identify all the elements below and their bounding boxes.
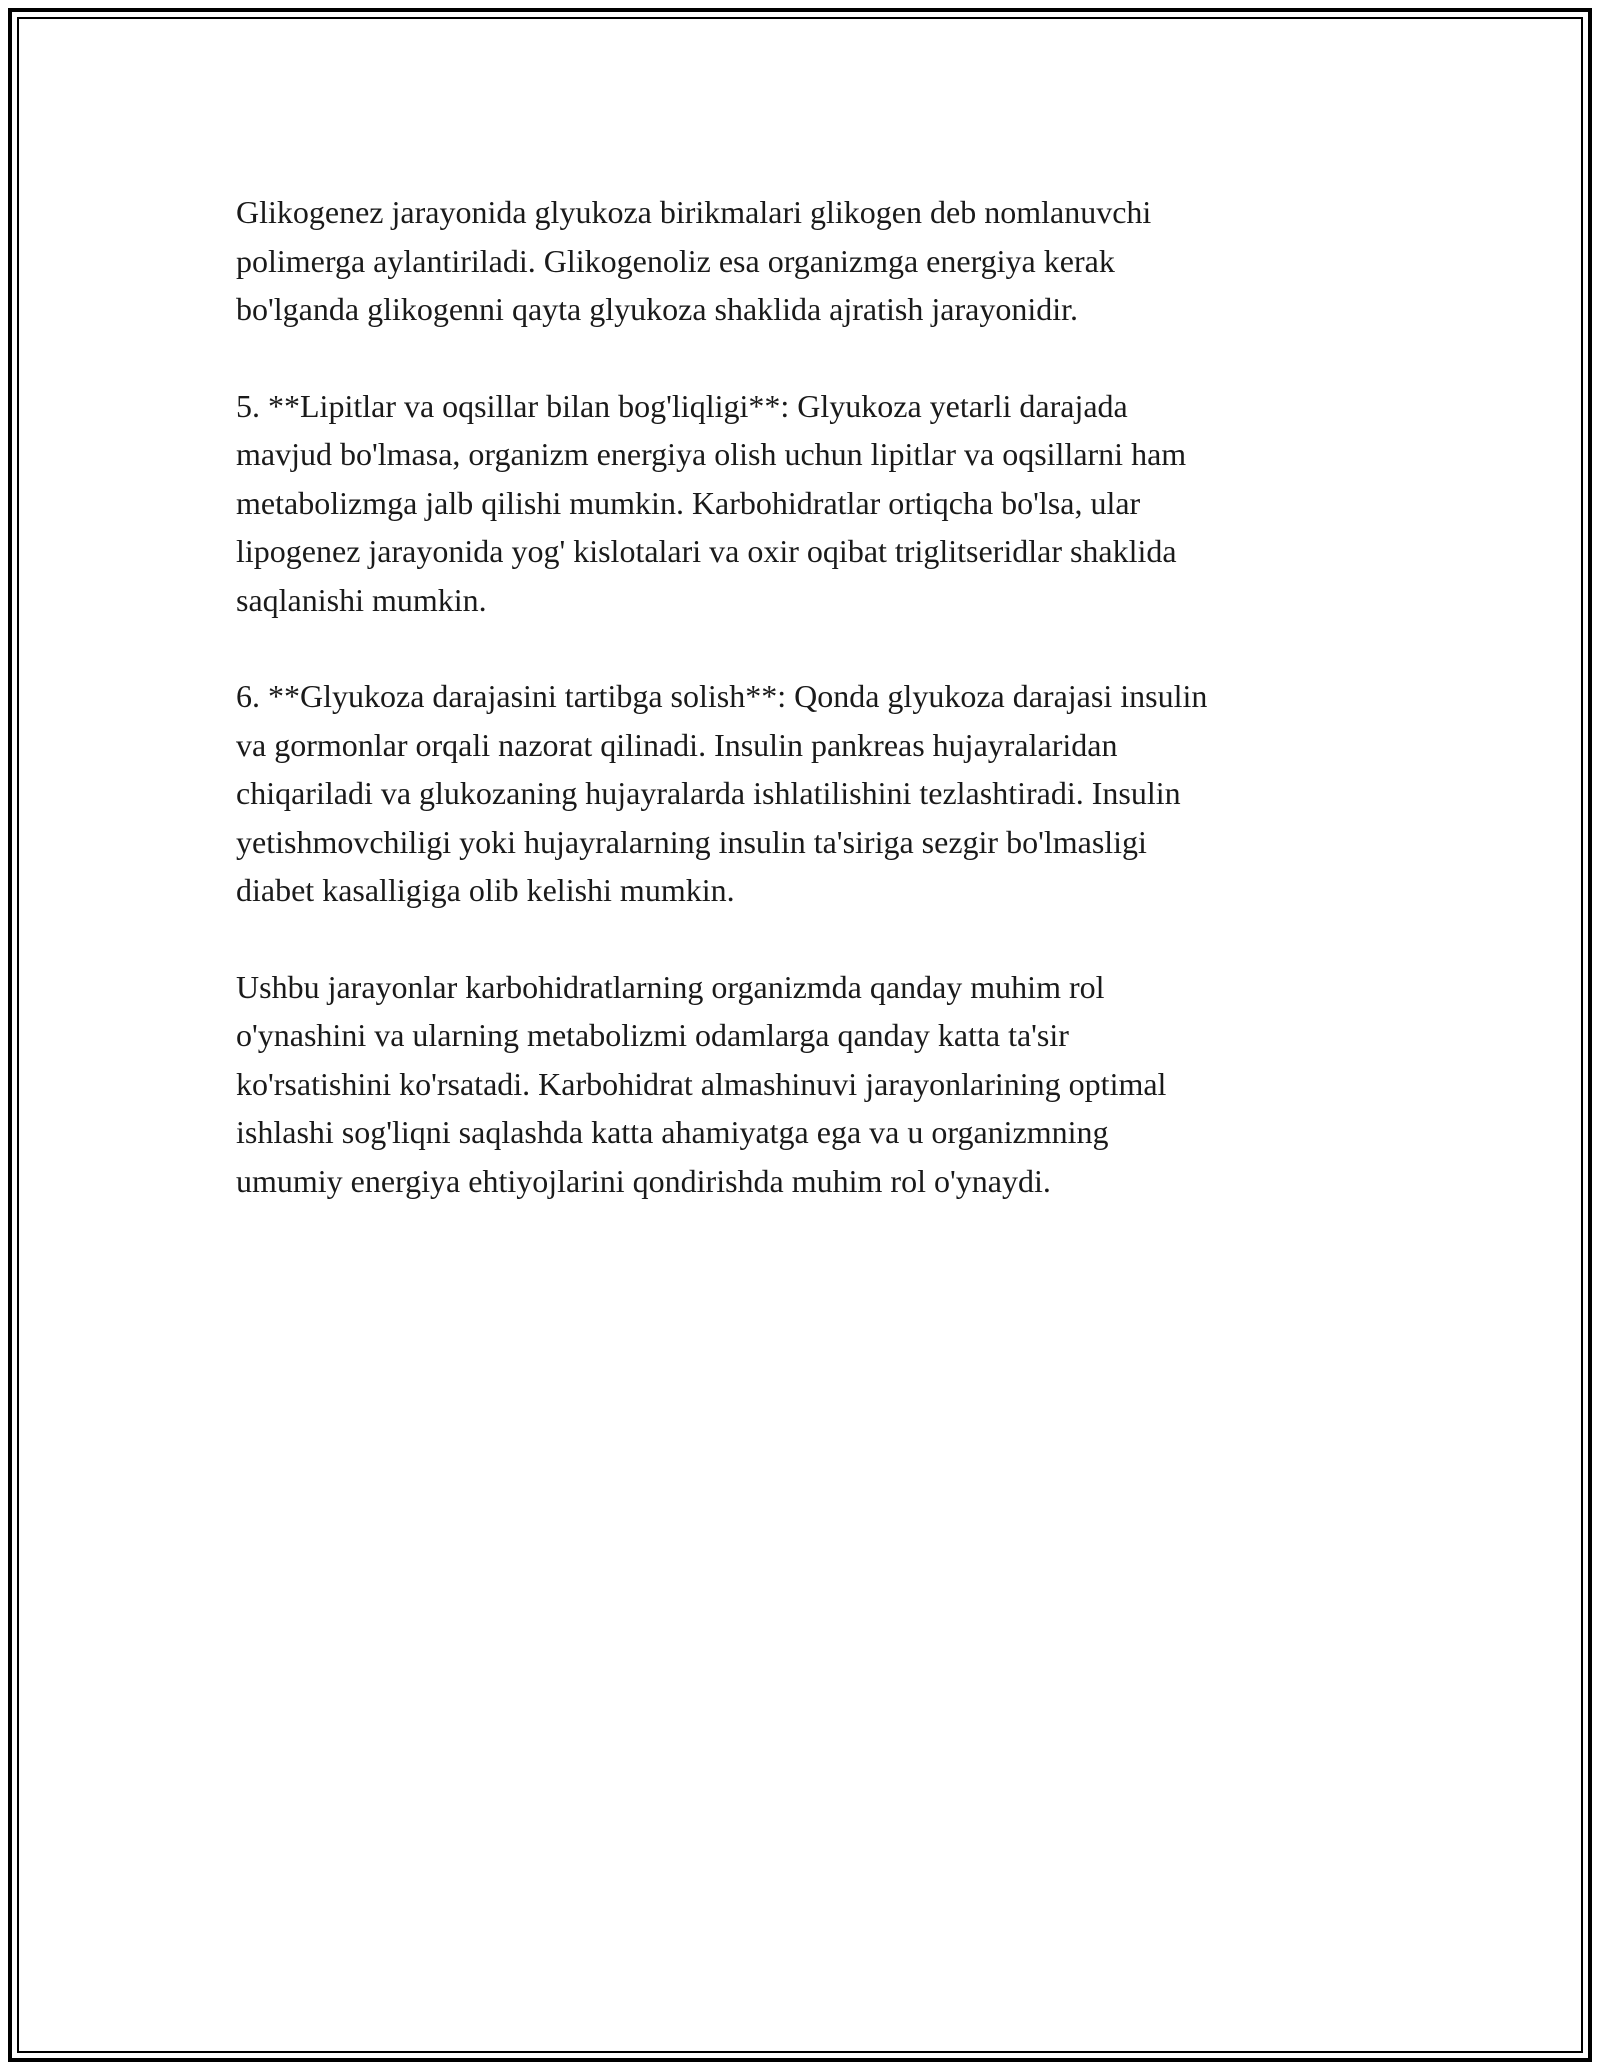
text-line: ishlashi sog'liqni saqlashda katta ahamiyatga ega va u organizmning (236, 1114, 1109, 1150)
text-line: va gormonlar orqali nazorat qilinadi. Insulin pankreas hujayralaridan (236, 726, 1118, 763)
text-line: umumiy energiya ehtiyojlarini qondirishda muhim rol o'ynaydi. (236, 1162, 1051, 1199)
text-line: mavjud bo'lmasa, organizm energiya olish uchun lipitlar va oqsillarni ham (236, 436, 1187, 472)
text-line: bo'lganda glikogenni qayta glyukoza shaklida ajratish jarayonidir. (236, 291, 1078, 327)
text-line: Glikogenez jarayonida glyukoza birikmalari glikogen deb nomlanuvchi (236, 194, 1152, 230)
text-line: Ushbu jarayonlar karbohidratlarning organizmda qanday muhim rol (236, 968, 1105, 1005)
paragraph-lipids-proteins (236, 382, 1356, 625)
text-line: diabet kasalligiga olib kelishi mumkin. (236, 872, 735, 908)
text-line: 6. **Glyukoza darajasini tartibga solish**: Qonda glyukoza darajasi insulin (236, 678, 1208, 714)
text-line: metabolizmga jalb qilishi mumkin. Karbohidratlar ortiqcha bo'lsa, ular (236, 484, 1141, 521)
text-line: o'ynashini va ularning metabolizmi odamlarga qanday katta ta'sir (236, 1017, 1069, 1053)
text-line: yetishmovchiligi yoki hujayralarning insulin ta'siriga sezgir bo'lmasligi (236, 823, 1147, 860)
text-line: 5. **Lipitlar va oqsillar bilan bog'liqligi**: Glyukoza yetarli darajada (236, 387, 1128, 424)
document-body (236, 188, 1356, 1253)
text-line: saqlanishi mumkin. (236, 581, 487, 618)
paragraph-glycogenesis (236, 188, 1356, 334)
paragraph-conclusion (236, 963, 1356, 1206)
text-line: polimerga aylantiriladi. Glikogenoliz esa organizmga energiya kerak (236, 242, 1115, 279)
text-line: chiqariladi va glukozaning hujayralarda ishlatilishini tezlashtiradi. Insulin (236, 775, 1181, 811)
text-line: ko'rsatishini ko'rsatadi. Karbohidrat almashinuvi jarayonlarining optimal (236, 1065, 1167, 1102)
text-line: lipogenez jarayonida yog' kislotalari va oxir oqibat triglitseridlar shaklida (236, 533, 1177, 569)
paragraph-glucose-regulation (236, 672, 1356, 915)
